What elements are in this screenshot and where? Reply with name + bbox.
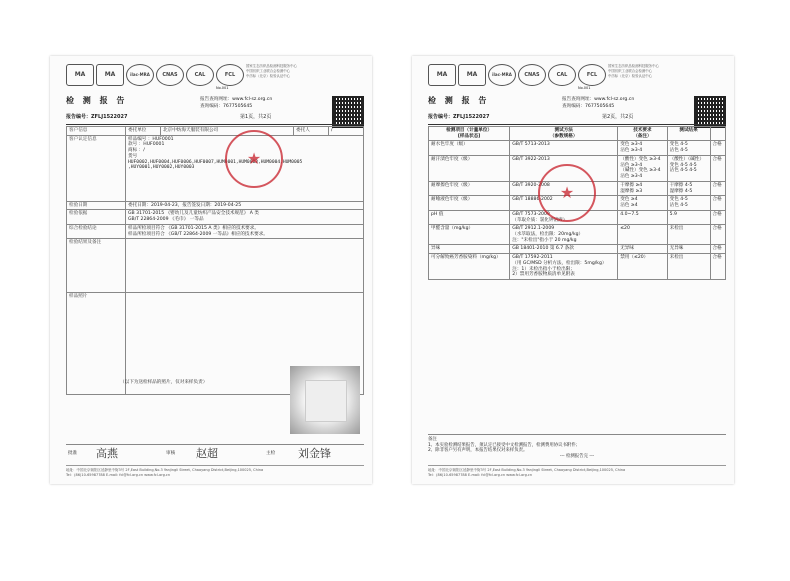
sample-line: ,HUY0001,HUY0002,HUY0003 [128, 165, 195, 171]
verify-code: 查询编码：7677505645 [562, 104, 615, 110]
footer-line: Tel：(86)10-65987788 E-mail: fcl@fcl.org.cn www.fcl-org.cn [66, 472, 171, 477]
requirement: （酸性）变色 ≥3-4 沾色 ≥3-4 （碱性）变色 ≥3-4 沾色 ≥3-4 [618, 155, 667, 181]
fcl-logo: FCL [216, 64, 244, 86]
footer-line: 地址：中国北京朝阳区延静里中街3号 2F,East Building,No.3 Yanjingli Street, Chaoyang District,Beijing,100025, China [428, 467, 626, 472]
agent-value: / [329, 127, 364, 136]
notes-label: 备注 [428, 437, 437, 442]
verdict: 合格 [710, 225, 725, 245]
test-result: 变色 4-5 沾色 4-5 [667, 196, 710, 210]
requirement: 干摩擦 ≥4 湿摩擦 ≥3 [618, 181, 667, 195]
note-line: 1、本实验检测结果报告，须认定已接受中文检测报告，检测费用协议书附件； [428, 442, 581, 448]
test-result: 无异味 [667, 245, 710, 254]
table-row [429, 141, 726, 155]
test-method: GB/T 2912.1-2009 （水萃取法，检出限：20mg/kg） 注："未检出"指小于 20 mg/kg [510, 225, 618, 245]
test-method: GB 18401-2010 第 6.7 条款 [510, 245, 618, 254]
test-result: 5.9 [667, 210, 710, 224]
test-result: （酸性）（碱性） 变色 4-5 4-5 沾色 4-5 4-5 [667, 155, 710, 181]
sample-photo [290, 366, 360, 434]
page-header [428, 64, 726, 92]
test-method: GB/T 18886-2002 [510, 196, 618, 210]
page-footer [66, 465, 364, 479]
results-header-cell: 测试结果 [667, 127, 710, 141]
report-title: 检 测 报 告 [428, 96, 490, 105]
verdict: 合格 [710, 181, 725, 195]
std-line: GB/T 22864-2009 《毛巾》 一等品 [128, 217, 204, 223]
approver-signature: 高燕 [96, 447, 118, 460]
cma-logo-2: MA [96, 64, 124, 86]
tester-signature: 刘金锋 [298, 447, 331, 460]
std-list [126, 210, 364, 224]
website: 报告查询网址：www.fcl-sz.org.cn [200, 97, 273, 102]
agent-label: 委托人 [294, 127, 329, 136]
sample-line: HUF0002,HUF0004,HUF0006,HUF0007,HUM0001,HUM0003,HUM0004,HUM0005 [128, 159, 303, 165]
conclusion-line: 样品所检项目符合 《GB/T 22864-2009 一等品》相应的技术要求。 [128, 231, 268, 237]
test-item: 耐水色牢度（级） [429, 141, 510, 155]
cal-logo: CAL [186, 64, 214, 86]
conclusion-list [126, 224, 364, 238]
footer-line: Tel：(86)10-65987788 E-mail: fcl@fcl.org.cn www.fcl-org.cn [428, 472, 533, 477]
notes-block [428, 434, 726, 459]
page-number: 第1页，共2页 [240, 114, 272, 120]
lab-line: 中纺标（北京）检验认证中心 [608, 74, 653, 79]
page-number: 第2页，共2页 [602, 114, 634, 120]
test-result: 未检出 [667, 254, 710, 280]
divider [428, 124, 726, 125]
test-method: GB/T 17592-2011 （用 GC/MSD 分析方法，检出限：5mg/kg） 注：1）未检出指小于检出限； 2）禁用芳香胺物质清单见附表 [510, 254, 618, 280]
sample-line: 商标 ：/ [128, 148, 145, 154]
remark-label: 检验结果及备注 [67, 239, 126, 293]
test-item: 耐唾液色牢度（级） [429, 196, 510, 210]
cma-logo: MA [428, 64, 456, 86]
test-result: 未检出 [667, 225, 710, 245]
cal-logo: CAL [548, 64, 576, 86]
fcl-logo: FCL [578, 64, 606, 86]
results-header-cell: 技术要求 （备注） [618, 127, 667, 141]
report-meta [562, 96, 634, 110]
cert-number: No.001 [578, 86, 591, 90]
photo-note: （以下为送检样品的照片，仅对来样负责） [120, 380, 208, 385]
verdict: 合格 [710, 141, 725, 155]
results-header-cell: 测试方法 （参数规格） [510, 127, 618, 141]
divider [66, 124, 364, 125]
lab-name [608, 64, 726, 79]
report-page-2 [412, 56, 734, 484]
sample-line: 货号 [128, 153, 138, 159]
verify-code: 查询编码：7677505645 [200, 104, 253, 110]
sample-line: 样品编号 ：HUF0001 [128, 136, 174, 142]
test-item: 异味 [429, 245, 510, 254]
test-method: GB/T 3920-2008 [510, 181, 618, 195]
requirement: 禁用（≤20） [618, 254, 667, 280]
test-item: 耐摩擦色牢度（级） [429, 181, 510, 195]
verdict: 合格 [710, 254, 725, 280]
requirement: 变色 ≥3-4 沾色 ≥3-4 [618, 141, 667, 155]
report-info-table [66, 126, 364, 395]
client-name: 北京中纺海天服装有限公司 [161, 127, 294, 136]
cert-number: No.001 [216, 86, 229, 90]
official-stamp: ★ [225, 130, 283, 188]
dates-label: 检验日期 [67, 201, 126, 210]
lab-line: 中国纺织工业联合会检测中心 [608, 69, 653, 74]
lab-name [246, 64, 364, 79]
footer-line: 地址：中国北京朝阳区延静里中街3号 2F,East Building,No.3 Yanjingli Street, Chaoyang District,Beijing,100025, China [66, 467, 264, 472]
dates-value: 委托日期：2019-04-23，报告签发日期：2019-04-25 [126, 201, 364, 210]
report-end: --- 检测报告完 --- [559, 453, 595, 459]
results-header-row [429, 127, 726, 141]
note-line: 2、除非客户另有声明，本报告结果仅对来样负责。 [428, 448, 528, 453]
report-number: 报告编号：ZFLJ1522027 [428, 114, 490, 120]
ilac-logo: ilac-MRA [126, 64, 154, 86]
page-header [66, 64, 364, 92]
tester-label: 主检 [266, 451, 276, 456]
report-meta [200, 96, 272, 110]
cma-logo-2: MA [458, 64, 486, 86]
std-label: 检验依据 [67, 210, 126, 224]
table-row [429, 254, 726, 280]
approver-label: 批准 [68, 451, 78, 456]
reviewer-label: 审核 [166, 451, 176, 456]
verdict: 合格 [710, 210, 725, 224]
test-method: GB/T 7573-2009 （萃取介质：氯化钾溶液） [510, 210, 618, 224]
cnas-logo: CNAS [518, 64, 546, 86]
official-stamp: ★ [538, 164, 596, 222]
sample-line: 款号 ：HUF0001 [128, 142, 165, 148]
requirement: 变色 ≥4 沾色 ≥4 [618, 196, 667, 210]
cnas-logo: CNAS [156, 64, 184, 86]
results-header-cell [710, 127, 725, 141]
table-row [429, 245, 726, 254]
test-item: 耐汗渍色牢度（级） [429, 155, 510, 181]
lab-line: 国家生态纺织品检测科技服务中心 [608, 64, 659, 68]
test-item: 甲醛含量（mg/kg） [429, 225, 510, 245]
std-line: GB 31701-2015 《婴幼儿及儿童纺织产品安全技术规范》 A 类 [128, 211, 259, 217]
sample-label: 客户认定信息 [67, 135, 126, 201]
verdict: 合格 [710, 155, 725, 181]
report-title: 检 测 报 告 [66, 96, 128, 105]
lab-line: 国家生态纺织品检测科技服务中心 [246, 64, 297, 68]
table-row [429, 225, 726, 245]
requirement: 4.0~7.5 [618, 210, 667, 224]
cma-logo: MA [66, 64, 94, 86]
test-method: GB/T 5713-2013 [510, 141, 618, 155]
lab-line: 中纺标（北京）检验认证中心 [246, 74, 291, 79]
test-item: 可分解致癌芳香胺染料（mg/kg） [429, 254, 510, 280]
client-name-label: 委托单位 [126, 127, 161, 136]
test-result: 干摩擦 4-5 湿摩擦 4-5 [667, 181, 710, 195]
requirement: 无异味 [618, 245, 667, 254]
page-footer [428, 465, 726, 479]
report-page-1 [50, 56, 372, 484]
ilac-logo: ilac-MRA [488, 64, 516, 86]
report-number: 报告编号：ZFLJ1522027 [66, 114, 128, 120]
results-header-cell: 检测项目（计量单位） [样品状态] [429, 127, 510, 141]
verdict: 合格 [710, 245, 725, 254]
website: 报告查询网址：www.fcl-sz.org.cn [562, 97, 635, 102]
client-label: 客户信息 [67, 127, 126, 136]
lab-line: 中国纺织工业联合会检测中心 [246, 69, 291, 74]
test-method: GB/T 3922-2013 [510, 155, 618, 181]
test-item: pH 值 [429, 210, 510, 224]
conclusion-line: 样品所检项目符合 《GB 31701-2015 A 类》相应的技术要求。 [128, 225, 259, 231]
photo-label: 样品照片 [67, 293, 126, 395]
verdict: 合格 [710, 196, 725, 210]
conclusion-label: 综合检验结论 [67, 224, 126, 238]
requirement: ≤20 [618, 225, 667, 245]
reviewer-signature: 赵超 [196, 447, 218, 460]
test-result: 变色 4-5 沾色 4-5 [667, 141, 710, 155]
